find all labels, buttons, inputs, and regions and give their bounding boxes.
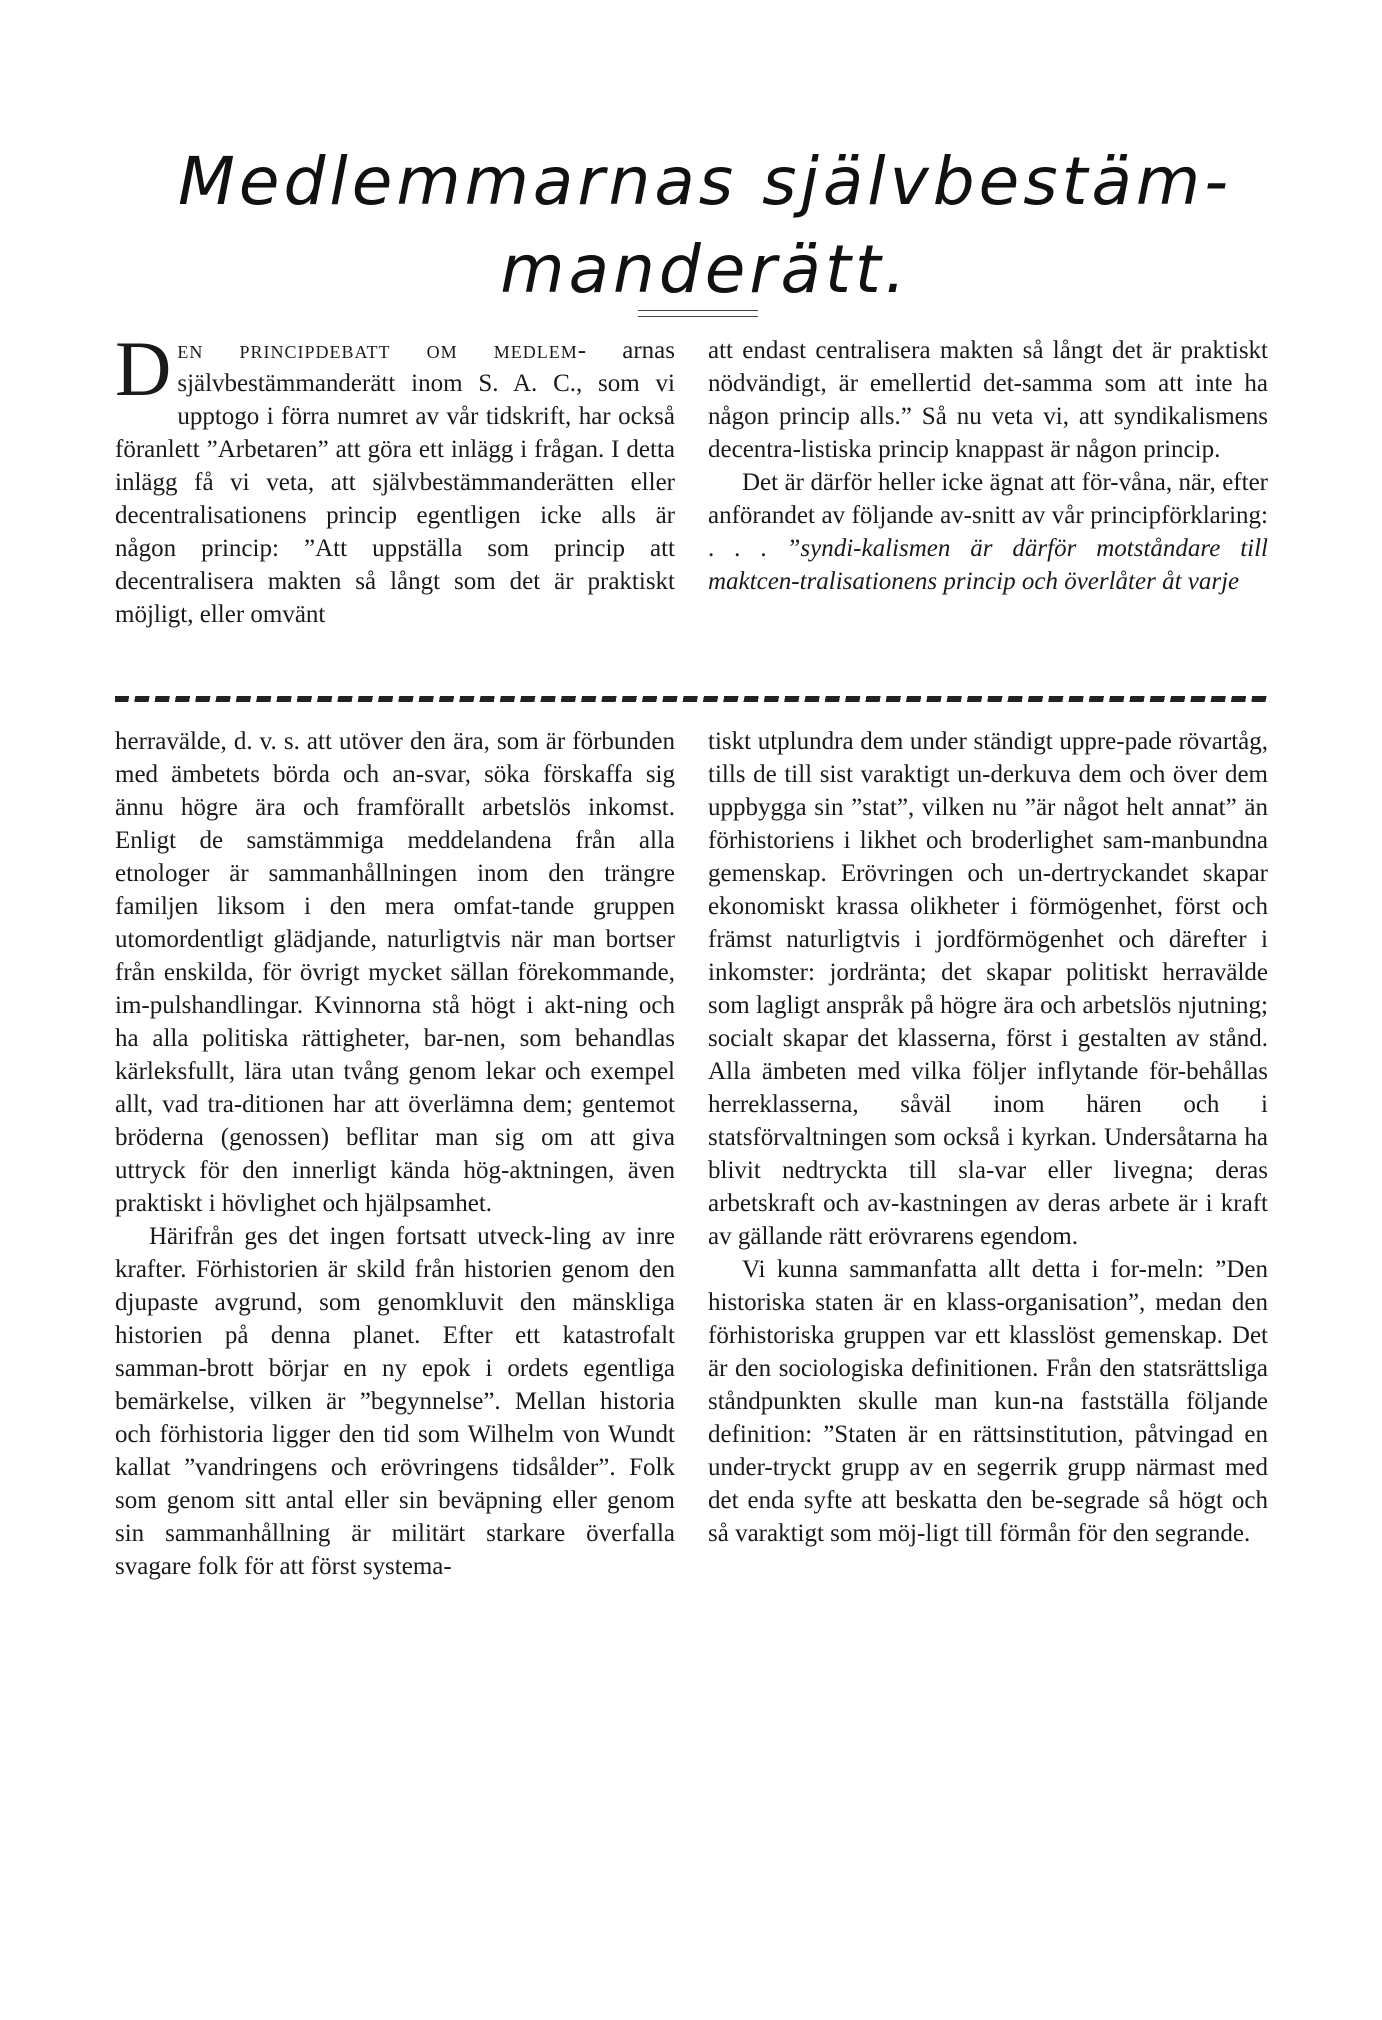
body-column-right [708,725,1268,1550]
body-paragraph-4: Vi kunna sammanfatta allt detta i for-meln: ”Den historiska staten är en klass-organisation”, medan den förhistoriska gruppen var ett klasslöst gemenskap. Det är den sociologiska definitionen. Från den statsrättsliga ståndpunkten skulle man kun-na fastställa följande definition: ”Staten är en rättsinstitution, påtvingad en under-tryckt grupp av en segerrik grupp närmast med det enda syfte att beskatta den be-segrade så högt och så varaktigt som möj-ligt till förmån för den segrande. [708,1256,1268,1547]
lead-quote-italic: ”syndi-kalismen är därför motståndare till maktcen-tralisationens princip och överlåter åt varje [708,535,1269,595]
lead-column-right [708,334,1268,598]
section-divider [115,696,1268,702]
drop-cap: D [115,325,172,412]
body-paragraph-2: Härifrån ges det ingen fortsatt utveck-ling av inre krafter. Förhistorien är skild från historien genom den djupaste avgrund, som genomkluvit den mänskliga historien på denna planet. Efter ett katastrofalt samman-brott börjar en ny epok i ordets egentliga bemärkelse, vilken är ”begynnelse”. Mellan historia och förhistoria ligger den tid som Wilhelm von Wundt kallat ”vandringens och erövringens tidsålder”. Folk som genom sitt antal eller sin beväpning eller genom sin sammanhållning är militärt starkare överfalla svagare folk för att först systema- [115,1223,675,1580]
lead-paragraph-1: att endast centralisera makten så långt det är praktiskt nödvändigt, är emellertid det-samma som att inte ha någon princip alls.” Så nu veta vi, att syndikalismens decentra-listiska princip knappast är någon princip. [708,337,1268,463]
body-paragraph-1: herravälde, d. v. s. att utöver den ära, som är förbunden med ämbetets börda och an-svar, söka förskaffa sig ännu högre ära och framförallt arbetslös inkomst. Enligt de samstämmiga meddelandena från alla etnologer är sammanhållningen inom den trängre familjen liksom i den mera omfat-tande gruppen utomordentligt glädjande, naturligtvis när man bortser från enskilda, för övrigt mycket sällan förekommande, im-pulshandlingar. Kvinnorna stå högt i akt-ning och ha alla politiska rättigheter, bar-nen, som behandlas kärleksfullt, lära utan tvång genom lekar och exempel allt, vad tra-ditionen har att överlämna dem; gentemot bröderna (genossen) beflitar man sig om att giva uttryck för den innerligt kända hög-aktningen, även praktiskt i hövlighet och hjälpsamhet. [115,728,675,1217]
lead-text-left: arnas självbestämmanderätt inom S. A. C., som vi upptogo i förra numret av vår tidskrift, har också föranlett ”Arbetaren” att göra ett inlägg i frågan. I detta inlägg få vi veta, att självbestämmanderätten eller decentralisationens princip egentligen icke alls är någon princip: ”Att uppställa som princip att decentralisera makten så långt som det är praktiskt möjligt, eller omvänt [115,337,675,628]
title-ornament-rule [638,310,758,317]
article-title: Medlemmarnas självbestäm-manderätt. [177,143,1233,308]
lead-column-left [115,325,675,631]
body-column-left [115,725,675,1583]
lead-paragraph-2 [708,466,1268,598]
body-paragraph-3: tiskt utplundra dem under ständigt uppre-pade rövartåg, tills de till sist varaktigt un-derkuva dem och över dem uppbygga sin ”stat”, vilken nu ”är något helt annat” än förhistoriens i likhet och broderlighet sam-manbundna gemenskap. Erövringen och un-dertryckandet skapar ekonomiskt krassa olikheter i förmögenhet, först och främst naturligtvis i jordförmögenhet och därefter i inkomster: jordränta; det skapar politiskt herravälde som lagligt anspråk på högre ära och arbetslös njutning; socialt skapar det klasserna, först i gestalten av stånd. Alla ämbeten med vilka följer inflytande för-behållas herreklasserna, såväl inom hären och i statsförvaltningen som också i kyrkan. Undersåtarna ha blivit nedtryckta till sla-var eller livegna; deras arbetskraft och av-kastningen av deras arbete är i kraft av gällande rätt erövrarens egendom. [708,728,1268,1250]
lead-paragraph-2-text: Det är därför heller icke ägnat att för-våna, när, efter anförandet av följande av-snitt av vår principförklaring: . . . [708,469,1268,562]
lead-smallcaps: en principdebatt om medlem- [177,337,588,364]
